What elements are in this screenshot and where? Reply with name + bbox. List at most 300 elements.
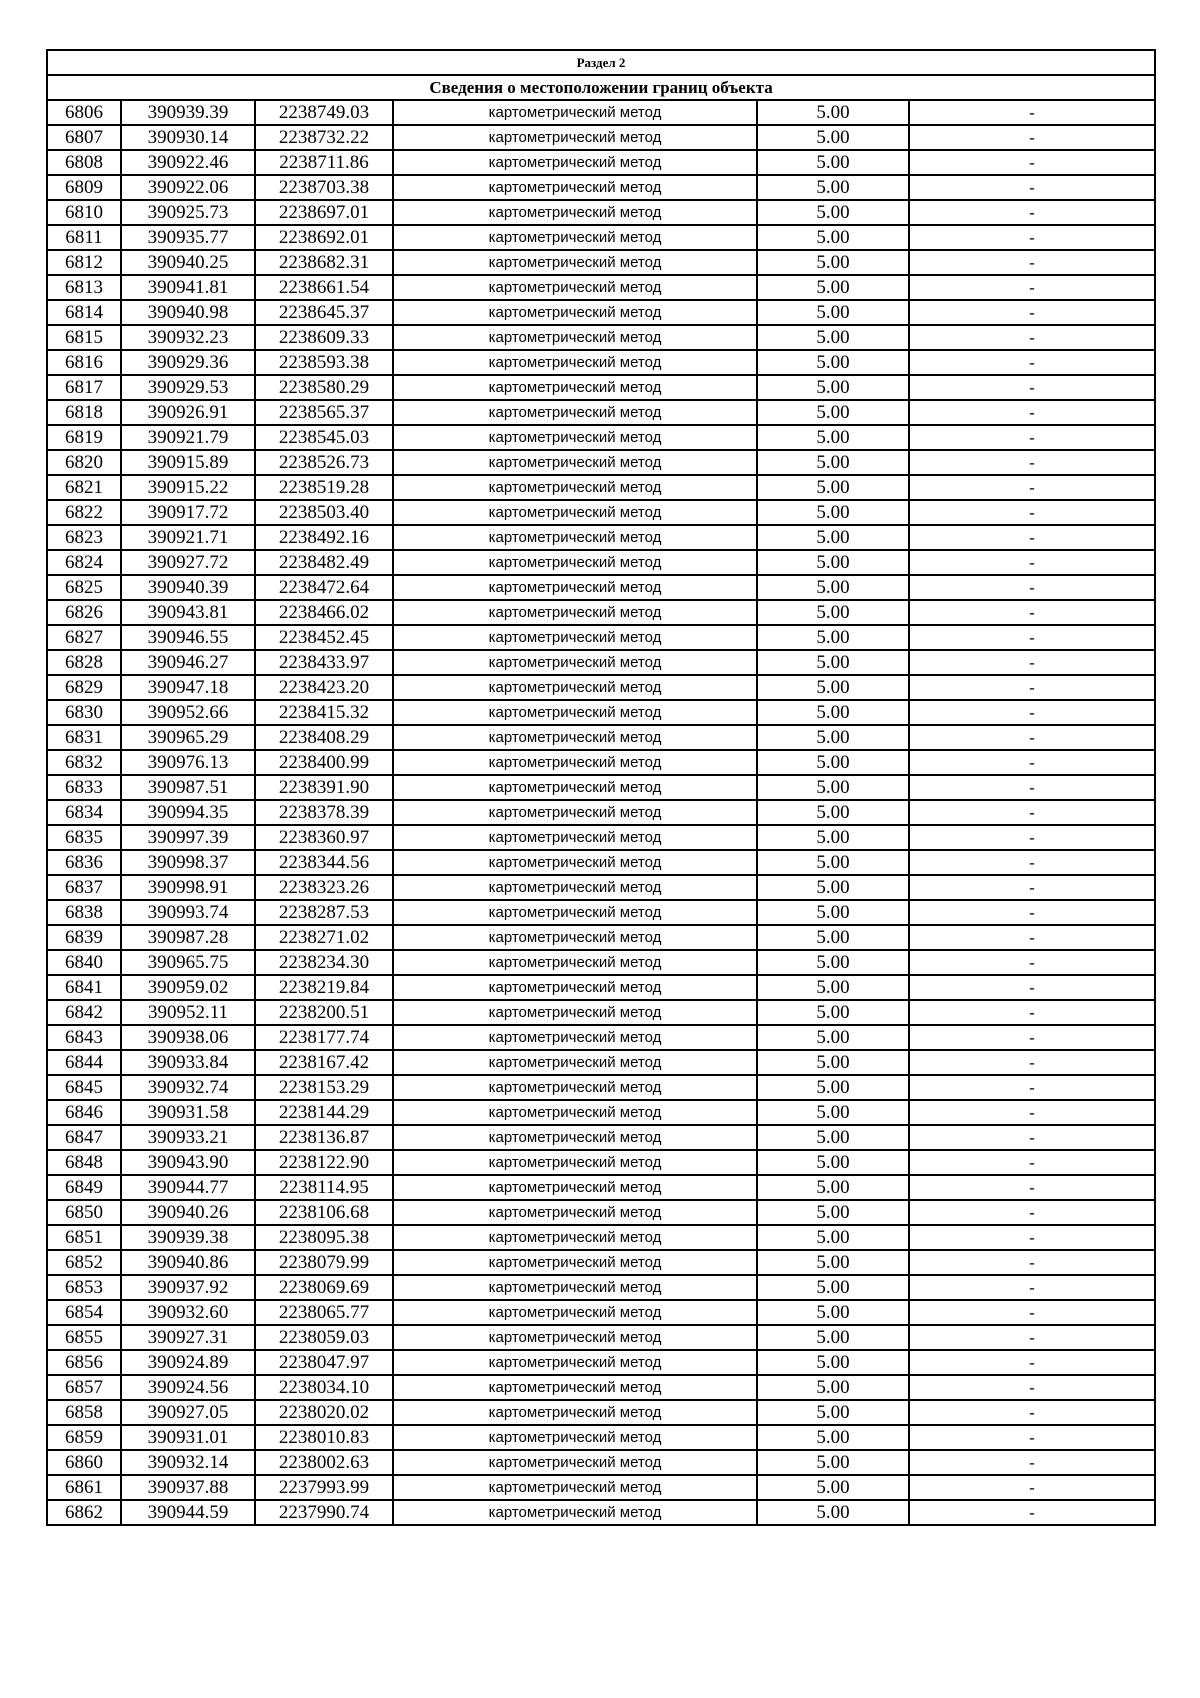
table-row [47,175,1155,200]
table-row [47,950,1155,975]
description-cell: - [909,1425,1155,1450]
table-row [47,1075,1155,1100]
description-cell: - [909,1300,1155,1325]
accuracy-cell: 5.00 [757,625,909,650]
x-coordinate-cell: 390952.11 [121,1000,255,1025]
description-cell: - [909,200,1155,225]
x-coordinate-cell: 390947.18 [121,675,255,700]
y-coordinate-cell: 2238503.40 [255,500,393,525]
table-row [47,300,1155,325]
point-number-cell: 6852 [47,1250,121,1275]
method-cell: картометрический метод [393,225,757,250]
point-number-cell: 6832 [47,750,121,775]
x-coordinate-cell: 390935.77 [121,225,255,250]
description-cell: - [909,1050,1155,1075]
accuracy-cell: 5.00 [757,800,909,825]
table-row [47,1400,1155,1425]
accuracy-cell: 5.00 [757,225,909,250]
description-cell: - [909,1175,1155,1200]
table-row [47,725,1155,750]
method-cell: картометрический метод [393,375,757,400]
x-coordinate-cell: 390933.84 [121,1050,255,1075]
y-coordinate-cell: 2238703.38 [255,175,393,200]
method-cell: картометрический метод [393,1375,757,1400]
description-cell: - [909,1000,1155,1025]
accuracy-cell: 5.00 [757,1300,909,1325]
description-cell: - [909,1100,1155,1125]
y-coordinate-cell: 2238219.84 [255,975,393,1000]
accuracy-cell: 5.00 [757,1500,909,1525]
table-row [47,100,1155,125]
x-coordinate-cell: 390932.60 [121,1300,255,1325]
method-cell: картометрический метод [393,175,757,200]
document-page [46,49,1154,1526]
x-coordinate-cell: 390921.79 [121,425,255,450]
description-cell: - [909,300,1155,325]
table-row [47,1225,1155,1250]
x-coordinate-cell: 390931.01 [121,1425,255,1450]
accuracy-cell: 5.00 [757,1050,909,1075]
description-cell: - [909,550,1155,575]
accuracy-cell: 5.00 [757,1200,909,1225]
accuracy-cell: 5.00 [757,325,909,350]
description-cell: - [909,500,1155,525]
accuracy-cell: 5.00 [757,925,909,950]
y-coordinate-cell: 2238661.54 [255,275,393,300]
y-coordinate-cell: 2238378.39 [255,800,393,825]
y-coordinate-cell: 2238711.86 [255,150,393,175]
accuracy-cell: 5.00 [757,200,909,225]
x-coordinate-cell: 390940.98 [121,300,255,325]
description-cell: - [909,925,1155,950]
method-cell: картометрический метод [393,675,757,700]
description-cell: - [909,625,1155,650]
accuracy-cell: 5.00 [757,1275,909,1300]
x-coordinate-cell: 390922.46 [121,150,255,175]
method-cell: картометрический метод [393,825,757,850]
point-number-cell: 6817 [47,375,121,400]
x-coordinate-cell: 390917.72 [121,500,255,525]
method-cell: картометрический метод [393,300,757,325]
y-coordinate-cell: 2238047.97 [255,1350,393,1375]
y-coordinate-cell: 2238010.83 [255,1425,393,1450]
method-cell: картометрический метод [393,1250,757,1275]
x-coordinate-cell: 390944.77 [121,1175,255,1200]
point-number-cell: 6814 [47,300,121,325]
x-coordinate-cell: 390937.88 [121,1475,255,1500]
accuracy-cell: 5.00 [757,825,909,850]
x-coordinate-cell: 390965.29 [121,725,255,750]
table-row [47,550,1155,575]
description-cell: - [909,1400,1155,1425]
accuracy-cell: 5.00 [757,1075,909,1100]
table-row [47,1150,1155,1175]
method-cell: картометрический метод [393,975,757,1000]
accuracy-cell: 5.00 [757,250,909,275]
description-cell: - [909,850,1155,875]
x-coordinate-cell: 390940.86 [121,1250,255,1275]
accuracy-cell: 5.00 [757,675,909,700]
method-cell: картометрический метод [393,650,757,675]
description-cell: - [909,575,1155,600]
table-row [47,925,1155,950]
description-cell: - [909,1500,1155,1525]
point-number-cell: 6807 [47,125,121,150]
method-cell: картометрический метод [393,475,757,500]
section-header-row [47,50,1155,75]
table-row [47,525,1155,550]
accuracy-cell: 5.00 [757,700,909,725]
method-cell: картометрический метод [393,150,757,175]
x-coordinate-cell: 390915.22 [121,475,255,500]
x-coordinate-cell: 390927.31 [121,1325,255,1350]
x-coordinate-cell: 390930.14 [121,125,255,150]
table-row [47,850,1155,875]
table-row [47,1300,1155,1325]
x-coordinate-cell: 390943.90 [121,1150,255,1175]
x-coordinate-cell: 390987.51 [121,775,255,800]
description-cell: - [909,700,1155,725]
x-coordinate-cell: 390952.66 [121,700,255,725]
point-number-cell: 6853 [47,1275,121,1300]
table-row [47,1175,1155,1200]
method-cell: картометрический метод [393,1075,757,1100]
y-coordinate-cell: 2238400.99 [255,750,393,775]
y-coordinate-cell: 2238593.38 [255,350,393,375]
method-cell: картометрический метод [393,1200,757,1225]
x-coordinate-cell: 390932.14 [121,1450,255,1475]
method-cell: картометрический метод [393,900,757,925]
y-coordinate-cell: 2238002.63 [255,1450,393,1475]
accuracy-cell: 5.00 [757,975,909,1000]
y-coordinate-cell: 2238020.02 [255,1400,393,1425]
table-row [47,1000,1155,1025]
description-cell: - [909,225,1155,250]
method-cell: картометрический метод [393,1050,757,1075]
x-coordinate-cell: 390932.23 [121,325,255,350]
description-cell: - [909,325,1155,350]
x-coordinate-cell: 390931.58 [121,1100,255,1125]
method-cell: картометрический метод [393,1125,757,1150]
x-coordinate-cell: 390940.39 [121,575,255,600]
table-row [47,400,1155,425]
point-number-cell: 6851 [47,1225,121,1250]
description-cell: - [909,1225,1155,1250]
table-row [47,900,1155,925]
x-coordinate-cell: 390932.74 [121,1075,255,1100]
point-number-cell: 6809 [47,175,121,200]
point-number-cell: 6849 [47,1175,121,1200]
description-cell: - [909,1125,1155,1150]
point-number-cell: 6841 [47,975,121,1000]
accuracy-cell: 5.00 [757,875,909,900]
table-row [47,975,1155,1000]
y-coordinate-cell: 2238545.03 [255,425,393,450]
accuracy-cell: 5.00 [757,550,909,575]
method-cell: картометрический метод [393,550,757,575]
description-cell: - [909,1475,1155,1500]
x-coordinate-cell: 390940.25 [121,250,255,275]
y-coordinate-cell: 2238200.51 [255,1000,393,1025]
y-coordinate-cell: 2238749.03 [255,100,393,125]
accuracy-cell: 5.00 [757,750,909,775]
description-cell: - [909,825,1155,850]
table-row [47,800,1155,825]
method-cell: картометрический метод [393,200,757,225]
x-coordinate-cell: 390927.72 [121,550,255,575]
table-row [47,625,1155,650]
accuracy-cell: 5.00 [757,350,909,375]
point-number-cell: 6830 [47,700,121,725]
method-cell: картометрический метод [393,250,757,275]
accuracy-cell: 5.00 [757,1175,909,1200]
y-coordinate-cell: 2238167.42 [255,1050,393,1075]
x-coordinate-cell: 390924.56 [121,1375,255,1400]
x-coordinate-cell: 390943.81 [121,600,255,625]
description-cell: - [909,1375,1155,1400]
table-row [47,1325,1155,1350]
y-coordinate-cell: 2238580.29 [255,375,393,400]
accuracy-cell: 5.00 [757,500,909,525]
method-cell: картометрический метод [393,1325,757,1350]
y-coordinate-cell: 2238136.87 [255,1125,393,1150]
accuracy-cell: 5.00 [757,100,909,125]
x-coordinate-cell: 390933.21 [121,1125,255,1150]
y-coordinate-cell: 2238732.22 [255,125,393,150]
description-cell: - [909,1275,1155,1300]
point-number-cell: 6822 [47,500,121,525]
point-number-cell: 6821 [47,475,121,500]
accuracy-cell: 5.00 [757,1400,909,1425]
description-cell: - [909,250,1155,275]
description-cell: - [909,125,1155,150]
description-cell: - [909,100,1155,125]
method-cell: картометрический метод [393,775,757,800]
y-coordinate-cell: 2238177.74 [255,1025,393,1050]
x-coordinate-cell: 390939.38 [121,1225,255,1250]
description-cell: - [909,525,1155,550]
method-cell: картометрический метод [393,1025,757,1050]
table-row [47,250,1155,275]
point-number-cell: 6862 [47,1500,121,1525]
description-cell: - [909,675,1155,700]
y-coordinate-cell: 2238095.38 [255,1225,393,1250]
x-coordinate-cell: 390940.26 [121,1200,255,1225]
table-row [47,125,1155,150]
point-number-cell: 6855 [47,1325,121,1350]
point-number-cell: 6818 [47,400,121,425]
x-coordinate-cell: 390921.71 [121,525,255,550]
point-number-cell: 6833 [47,775,121,800]
x-coordinate-cell: 390946.27 [121,650,255,675]
point-number-cell: 6848 [47,1150,121,1175]
accuracy-cell: 5.00 [757,125,909,150]
accuracy-cell: 5.00 [757,1350,909,1375]
table-row [47,325,1155,350]
description-cell: - [909,1200,1155,1225]
x-coordinate-cell: 390929.36 [121,350,255,375]
point-number-cell: 6823 [47,525,121,550]
description-cell: - [909,750,1155,775]
y-coordinate-cell: 2238609.33 [255,325,393,350]
point-number-cell: 6820 [47,450,121,475]
x-coordinate-cell: 390946.55 [121,625,255,650]
accuracy-cell: 5.00 [757,1125,909,1150]
point-number-cell: 6858 [47,1400,121,1425]
accuracy-cell: 5.00 [757,1375,909,1400]
table-row [47,775,1155,800]
accuracy-cell: 5.00 [757,1475,909,1500]
description-cell: - [909,1075,1155,1100]
description-cell: - [909,950,1155,975]
table-row [47,1250,1155,1275]
y-coordinate-cell: 2238565.37 [255,400,393,425]
method-cell: картометрический метод [393,450,757,475]
x-coordinate-cell: 390941.81 [121,275,255,300]
y-coordinate-cell: 2238697.01 [255,200,393,225]
point-number-cell: 6854 [47,1300,121,1325]
y-coordinate-cell: 2238519.28 [255,475,393,500]
x-coordinate-cell: 390922.06 [121,175,255,200]
table-body [47,50,1155,1525]
x-coordinate-cell: 390926.91 [121,400,255,425]
method-cell: картометрический метод [393,950,757,975]
method-cell: картометрический метод [393,600,757,625]
accuracy-cell: 5.00 [757,575,909,600]
y-coordinate-cell: 2238065.77 [255,1300,393,1325]
point-number-cell: 6819 [47,425,121,450]
method-cell: картометрический метод [393,850,757,875]
y-coordinate-cell: 2238323.26 [255,875,393,900]
method-cell: картометрический метод [393,1400,757,1425]
table-row [47,450,1155,475]
method-cell: картометрический метод [393,1425,757,1450]
table-row [47,600,1155,625]
y-coordinate-cell: 2238692.01 [255,225,393,250]
y-coordinate-cell: 2238682.31 [255,250,393,275]
y-coordinate-cell: 2238114.95 [255,1175,393,1200]
point-number-cell: 6815 [47,325,121,350]
method-cell: картометрический метод [393,1350,757,1375]
accuracy-cell: 5.00 [757,1450,909,1475]
description-cell: - [909,1325,1155,1350]
y-coordinate-cell: 2238287.53 [255,900,393,925]
method-cell: картометрический метод [393,875,757,900]
method-cell: картометрический метод [393,425,757,450]
method-cell: картометрический метод [393,1300,757,1325]
description-cell: - [909,1150,1155,1175]
accuracy-cell: 5.00 [757,1025,909,1050]
table-row [47,350,1155,375]
method-cell: картометрический метод [393,1225,757,1250]
description-cell: - [909,600,1155,625]
y-coordinate-cell: 2237993.99 [255,1475,393,1500]
description-cell: - [909,350,1155,375]
point-number-cell: 6827 [47,625,121,650]
point-number-cell: 6844 [47,1050,121,1075]
method-cell: картометрический метод [393,1150,757,1175]
accuracy-cell: 5.00 [757,1225,909,1250]
accuracy-cell: 5.00 [757,950,909,975]
x-coordinate-cell: 390929.53 [121,375,255,400]
y-coordinate-cell: 2237990.74 [255,1500,393,1525]
point-number-cell: 6839 [47,925,121,950]
y-coordinate-cell: 2238271.02 [255,925,393,950]
description-cell: - [909,900,1155,925]
table-row [47,475,1155,500]
method-cell: картометрический метод [393,1275,757,1300]
point-number-cell: 6847 [47,1125,121,1150]
description-cell: - [909,275,1155,300]
table-row [47,700,1155,725]
table-row [47,1125,1155,1150]
description-cell: - [909,1025,1155,1050]
method-cell: картометрический метод [393,1000,757,1025]
table-row [47,1375,1155,1400]
method-cell: картометрический метод [393,800,757,825]
accuracy-cell: 5.00 [757,175,909,200]
table-row [47,425,1155,450]
accuracy-cell: 5.00 [757,450,909,475]
point-number-cell: 6846 [47,1100,121,1125]
accuracy-cell: 5.00 [757,1425,909,1450]
y-coordinate-cell: 2238034.10 [255,1375,393,1400]
method-cell: картометрический метод [393,575,757,600]
description-cell: - [909,375,1155,400]
method-cell: картометрический метод [393,625,757,650]
y-coordinate-cell: 2238482.49 [255,550,393,575]
point-number-cell: 6857 [47,1375,121,1400]
table-row [47,1475,1155,1500]
table-title: Сведения о местоположении границ объекта [47,75,1155,100]
point-number-cell: 6856 [47,1350,121,1375]
x-coordinate-cell: 390927.05 [121,1400,255,1425]
y-coordinate-cell: 2238079.99 [255,1250,393,1275]
description-cell: - [909,1350,1155,1375]
point-number-cell: 6810 [47,200,121,225]
point-number-cell: 6845 [47,1075,121,1100]
x-coordinate-cell: 390938.06 [121,1025,255,1050]
method-cell: картометрический метод [393,125,757,150]
point-number-cell: 6829 [47,675,121,700]
accuracy-cell: 5.00 [757,275,909,300]
table-row [47,1200,1155,1225]
accuracy-cell: 5.00 [757,650,909,675]
accuracy-cell: 5.00 [757,600,909,625]
table-row [47,200,1155,225]
method-cell: картометрический метод [393,1175,757,1200]
y-coordinate-cell: 2238106.68 [255,1200,393,1225]
y-coordinate-cell: 2238153.29 [255,1075,393,1100]
point-number-cell: 6861 [47,1475,121,1500]
point-number-cell: 6808 [47,150,121,175]
table-row [47,275,1155,300]
point-number-cell: 6838 [47,900,121,925]
table-row [47,1500,1155,1525]
accuracy-cell: 5.00 [757,400,909,425]
description-cell: - [909,450,1155,475]
point-number-cell: 6831 [47,725,121,750]
description-cell: - [909,425,1155,450]
description-cell: - [909,150,1155,175]
x-coordinate-cell: 390993.74 [121,900,255,925]
table-row [47,875,1155,900]
point-number-cell: 6824 [47,550,121,575]
y-coordinate-cell: 2238492.16 [255,525,393,550]
y-coordinate-cell: 2238452.45 [255,625,393,650]
table-row [47,150,1155,175]
x-coordinate-cell: 390959.02 [121,975,255,1000]
